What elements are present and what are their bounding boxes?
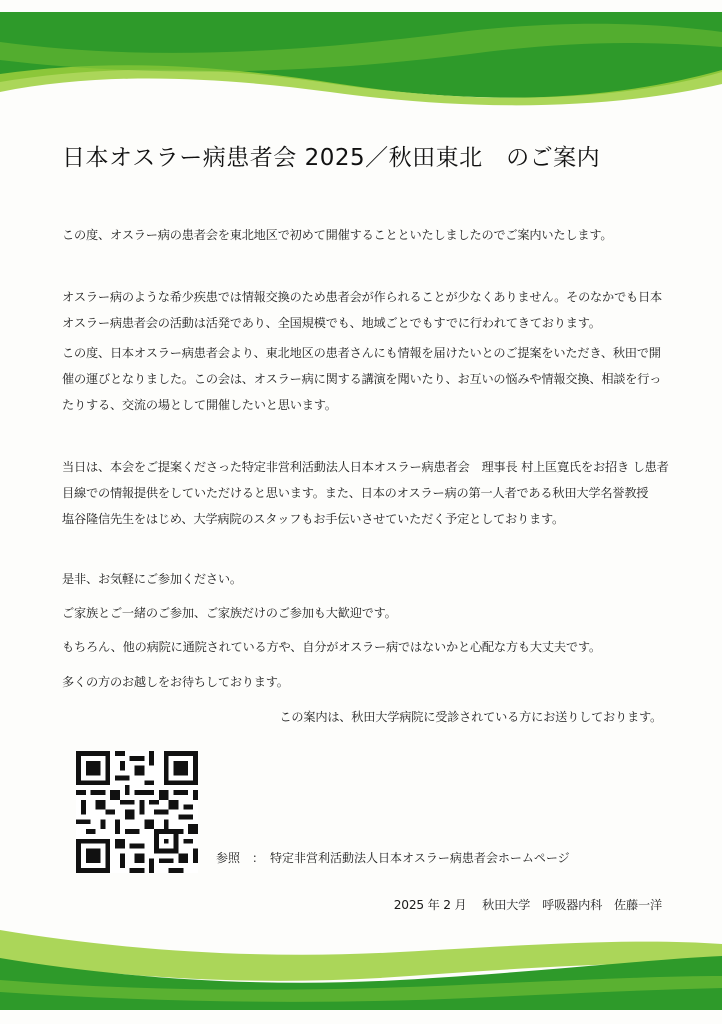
reference-line: 参照 ： 特定非営利活動法人日本オスラー病患者会ホームページ <box>216 851 570 865</box>
background-paragraph: オスラー病のような希少疾患では情報交換のため患者会が作られることが少なくありません。そのなかでも日本オスラー病患者会の活動は活発であり、全国規模でも、地域ごとでもすでに行われてきております。 <box>62 290 662 330</box>
closing-line: 多くの方のお越しをお待ちしております。 <box>62 675 289 689</box>
header-wave-decoration <box>0 12 722 107</box>
speakers-paragraph: 当日は、本会をご提案くださった特定非営利活動法人日本オスラー病患者会 理事長 村上匡寛氏をお招き し患者目線での情報提供をしていただけると思います。また、日本のオスラー病の第一人者である秋田大学名誉教授 塩谷隆信先生をはじめ、大学病院のスタッフもお手伝いさせていただく予定としております。 <box>62 460 669 526</box>
qr-code-icon[interactable] <box>76 751 198 873</box>
page-title: 日本オスラー病患者会 2025／秋田東北 のご案内 <box>62 145 601 171</box>
signature-line: 2025 年 2 月 秋田大学 呼吸器内科 佐藤一洋 <box>393 898 662 912</box>
notice-line: この案内は、秋田大学病院に受診されている方にお送りしております。 <box>279 710 662 724</box>
other-hospitals-line: もちろん、他の病院に通院されている方や、自分がオスラー病ではないかと心配な方も大丈夫です。 <box>62 640 601 654</box>
footer-wave-decoration <box>0 930 722 1010</box>
invitation-line: 是非、お気軽にご参加ください。 <box>62 572 242 586</box>
family-welcome-line: ご家族とご一緒のご参加、ご家族だけのご参加も大歓迎です。 <box>62 606 397 620</box>
event-paragraph: この度、日本オスラー病患者会より、東北地区の患者さんにも情報を届けたいとのご提案をいただき、秋田で開催の運びとなりました。この会は、オスラー病に関する講演を聞いたり、お互いの悩みや情報交換、相談を行ったりする、交流の場として開催したいと思います。 <box>62 346 662 412</box>
intro-paragraph: この度、オスラー病の患者会を東北地区で初めて開催することといたしましたのでご案内いたします。 <box>62 228 613 242</box>
